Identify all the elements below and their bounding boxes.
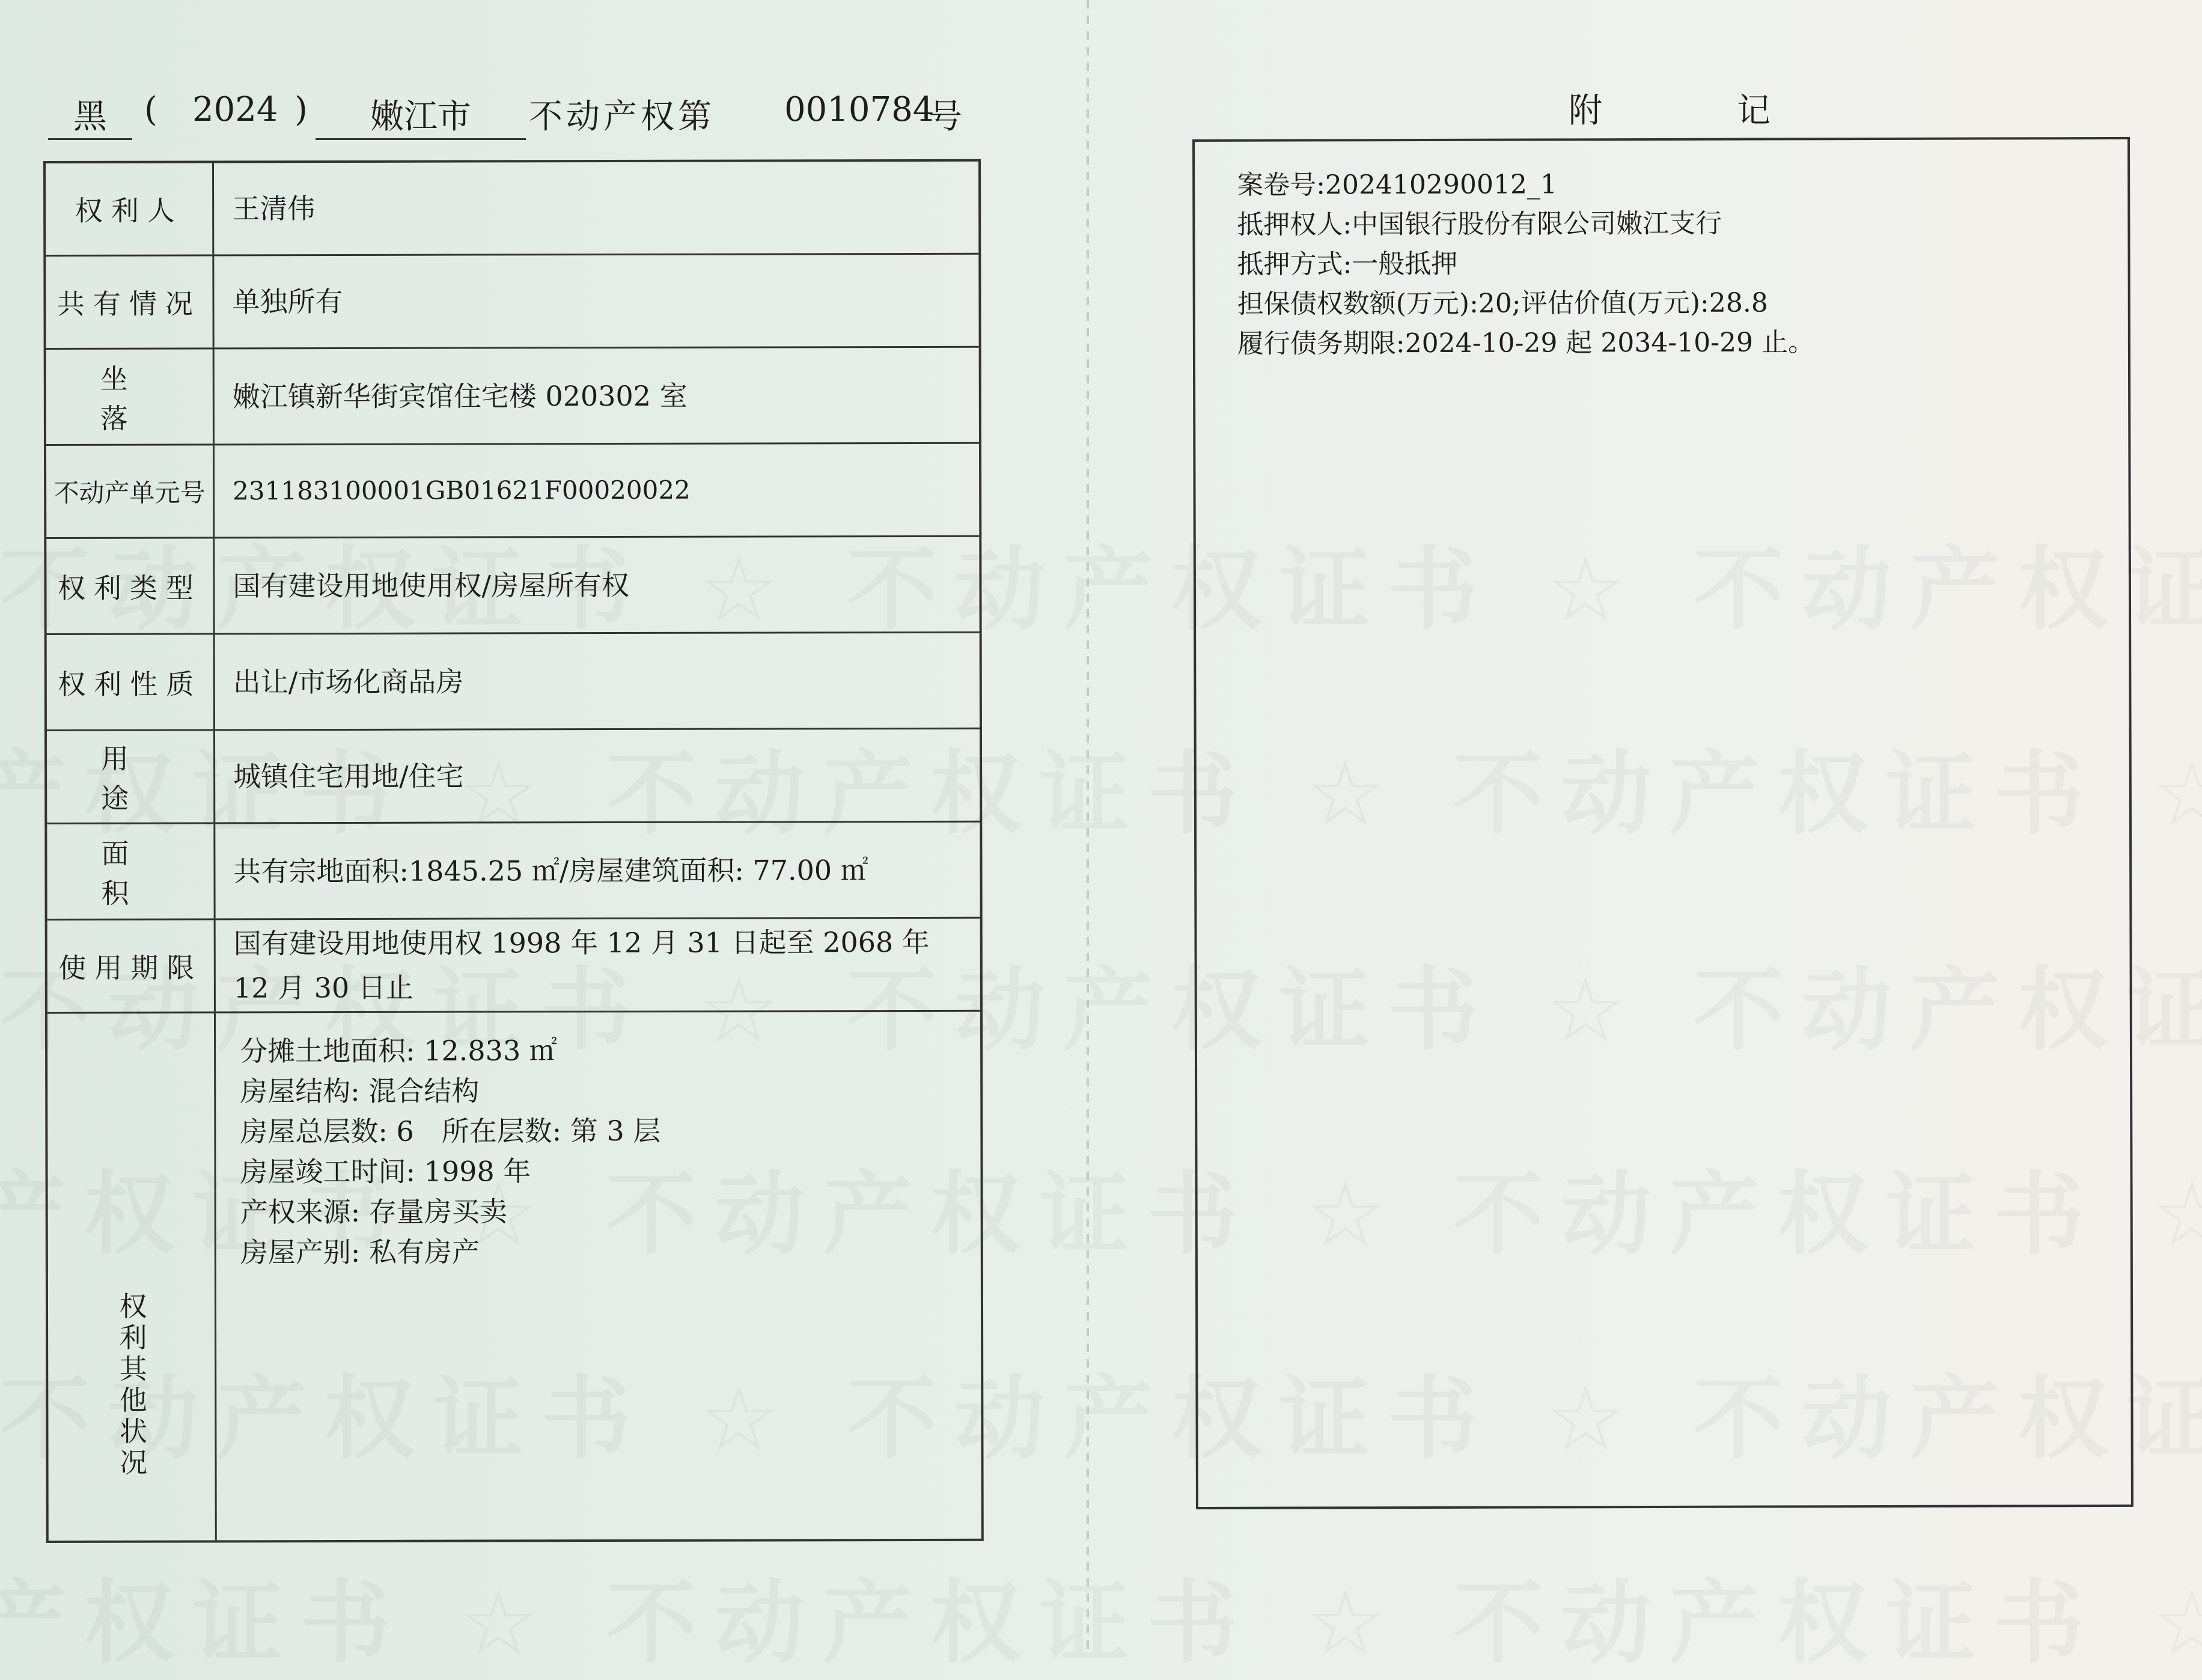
row-value: 国有建设用地使用权/房屋所有权	[233, 568, 630, 602]
annex-lines	[1237, 164, 1814, 364]
row-label: 不动产单元号	[46, 445, 215, 537]
table-row	[46, 348, 979, 446]
list-item: 房屋总层数: 6 所在层数: 第 3 层	[240, 1114, 661, 1148]
row-label: 使用期限	[47, 920, 216, 1012]
list-item: 案卷号:202410290012_1	[1237, 169, 1558, 201]
list-item: 履行债务期限:2024-10-29 起 2034-10-29 止。	[1237, 327, 1815, 359]
registration-page	[0, 0, 1088, 1649]
row-value: 嫩江镇新华街宾馆住宅楼 020302 室	[232, 379, 688, 413]
cert-suffix: 号	[929, 97, 962, 136]
table-row	[47, 633, 980, 731]
row-value: 城镇住宅用地/住宅	[233, 759, 464, 793]
row-value: 单独所有	[232, 285, 343, 318]
list-item: 抵押权人:中国银行股份有限公司嫩江支行	[1237, 208, 1722, 240]
table-row	[47, 729, 980, 824]
table-row	[46, 255, 978, 350]
list-item: 抵押方式:一般抵押	[1237, 248, 1458, 280]
row-value: 231183100001GB01621F00020022	[233, 475, 691, 506]
row-label: 权利性质	[47, 635, 215, 729]
row-value: 国有建设用地使用权 1998 年 12 月 31 日起至 2068 年 12 月 30 日止	[233, 925, 930, 1005]
table-row	[47, 919, 980, 1014]
close-paren: )	[294, 90, 308, 129]
row-label: 权利类型	[46, 538, 215, 633]
list-item: 产权来源: 存量房买卖	[240, 1195, 507, 1229]
row-value: 出让/市场化商品房	[233, 665, 464, 698]
row-label: 用途	[47, 731, 215, 823]
province-code: 黑	[48, 90, 132, 140]
table-row	[46, 444, 979, 539]
list-item: 担保债权数额(万元):20;评估价值(万元):28.8	[1237, 287, 1768, 320]
row-label: 共有情况	[46, 256, 214, 348]
list-item: 房屋产别: 私有房产	[240, 1235, 480, 1269]
city-name: 嫩江市	[316, 90, 526, 140]
cert-number: 0010784	[784, 90, 935, 129]
other-status-list	[240, 1030, 661, 1273]
list-item: 分摊土地面积: 12.833 ㎡	[240, 1034, 557, 1068]
list-item: 房屋结构: 混合结构	[240, 1074, 480, 1108]
table-row-other	[47, 1012, 981, 1541]
registration-table	[43, 159, 984, 1543]
cert-prefix: 不动产权第	[529, 97, 715, 136]
row-label: 坐落	[46, 349, 215, 444]
cert-year: 2024	[192, 90, 278, 129]
table-row	[47, 823, 980, 921]
row-label: 权利人	[46, 163, 214, 255]
table-row	[46, 537, 979, 635]
row-label: 权利其他状况	[47, 1013, 217, 1541]
row-value: 共有宗地面积:1845.25 ㎡/房屋建筑面积: 77.00 ㎡	[233, 853, 868, 887]
table-row	[46, 162, 978, 257]
annex-title: 附 记	[1569, 91, 1770, 130]
annex-box	[1192, 137, 2133, 1509]
row-label: 面积	[47, 824, 215, 919]
list-item: 房屋竣工时间: 1998 年	[240, 1155, 531, 1188]
open-paren: (	[144, 90, 157, 129]
row-value: 王清伟	[232, 192, 316, 225]
